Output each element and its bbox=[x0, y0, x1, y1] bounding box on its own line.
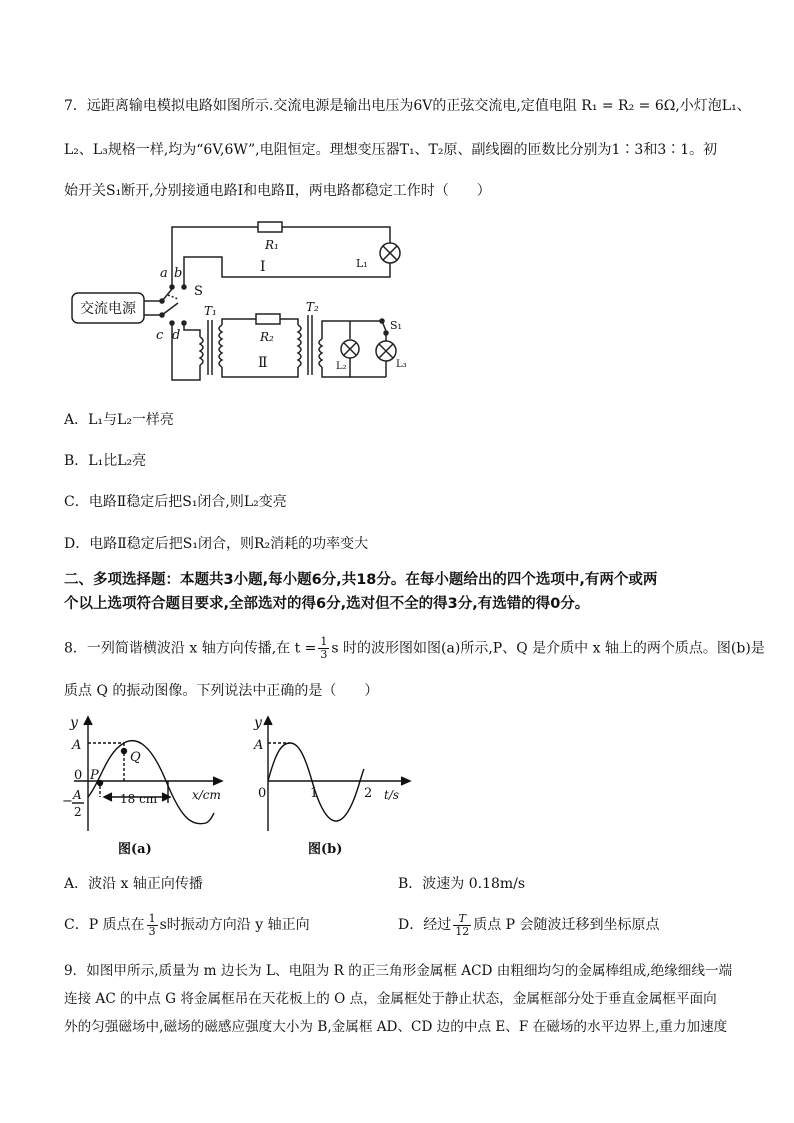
fig-a-x-label: x/cm bbox=[192, 788, 221, 802]
fig-a-caption: 图(a) bbox=[118, 842, 152, 857]
fig-a-point-q-label: Q bbox=[130, 750, 141, 765]
q8-option-b: B．波速为 0.18m/s bbox=[398, 876, 526, 892]
l3-label: L₃ bbox=[396, 359, 407, 370]
terminal-b: b bbox=[174, 266, 183, 281]
q7-stem-line2: L₂、L₃规格一样,均为“6V,6W”,电阻恒定。理想变压器T₁、T₂原、副线圈的匝数比分别为1∶3和3∶1。初 bbox=[64, 142, 718, 158]
q7-option-d: D．电路Ⅱ稳定后把S₁闭合，则R₂消耗的功率变大 bbox=[64, 536, 369, 552]
fig-b-tick-2: 2 bbox=[364, 786, 373, 801]
q8-option-d-fraction: $\frac{T}{12}$ bbox=[455, 911, 470, 938]
l2-label: L₂ bbox=[336, 361, 347, 372]
q8-stem-line1: 8．一列简谐横波沿 x 轴方向传播,在 t = $\frac{1}{3}$ s 时的波形图如图(a)所示,P、Q 是介质中 x 轴上的两个质点。图(b)是 bbox=[64, 635, 765, 661]
terminal-d: d bbox=[172, 328, 181, 343]
fig-b-caption: 图(b) bbox=[308, 842, 343, 857]
q8-stem-fraction: $\frac{1}{3}$ bbox=[320, 635, 328, 661]
q8-option-a: A．波沿 x 轴正向传播 bbox=[64, 876, 203, 892]
q9-stem-line1: 9．如图甲所示,质量为 m 边长为 L、电阻为 R 的正三角形金属框 ACD 由粗细均匀的金属棒组成,绝缘细线一端 bbox=[64, 963, 733, 979]
ac-source-label: 交流电源 bbox=[80, 301, 136, 317]
r2-label: R₂ bbox=[260, 330, 274, 344]
fig-a-y-label: y bbox=[70, 715, 78, 731]
q7-option-a: A．L₁与L₂一样亮 bbox=[64, 412, 174, 428]
fig-b-tick-1: 1 bbox=[310, 786, 319, 801]
q8-option-c-fraction: $\frac{1}{3}$ bbox=[148, 911, 156, 938]
fig-b-x-label: t/s bbox=[384, 788, 400, 802]
fig-b-origin-label: 0 bbox=[258, 786, 267, 801]
fig-a-half-amp-num: A bbox=[73, 788, 82, 802]
switch-s-label: S bbox=[194, 284, 203, 299]
q7-circuit-diagram bbox=[60, 215, 430, 390]
section2-header-line2: 个以上选项符合题目要求,全部选对的得6分,选对但不全的得3分,有选错的得0分。 bbox=[64, 596, 590, 612]
q7-option-c: C．电路Ⅱ稳定后把S₁闭合,则L₂变亮 bbox=[64, 494, 287, 510]
q8-option-d: D．经过 $\frac{T}{12}$ 质点 P 会随波迁移到坐标原点 bbox=[398, 911, 660, 938]
circuit-ii-label: Ⅱ bbox=[258, 355, 268, 371]
fig-a-origin-label: 0 bbox=[74, 768, 83, 783]
q8-figure-b bbox=[248, 713, 418, 863]
terminal-c: c bbox=[156, 328, 164, 343]
fig-a-distance-label: 18 cm bbox=[120, 792, 158, 806]
fig-a-neg-sign: − bbox=[62, 794, 73, 809]
t2-label: T₂ bbox=[306, 300, 319, 314]
fig-b-y-label: y bbox=[254, 715, 262, 731]
l1-label: L₁ bbox=[356, 257, 368, 270]
q9-stem-line2: 连接 AC 的中点 G 将金属框吊在天花板上的 O 点，金属框处于静止状态，金属框部分处于垂直金属框平面向 bbox=[64, 991, 717, 1007]
q8-option-c: C．P 质点在 $\frac{1}{3}$ s时振动方向沿 y 轴正向 bbox=[64, 911, 310, 938]
fig-a-amplitude-label: A bbox=[72, 738, 82, 753]
r1-label: R₁ bbox=[265, 238, 279, 252]
t1-label: T₁ bbox=[204, 304, 217, 318]
resistor-r2 bbox=[256, 314, 280, 324]
q7-stem-line3: 始开关S₁断开,分别接通电路Ⅰ和电路Ⅱ，两电路都稳定工作时（ ） bbox=[64, 183, 491, 199]
fig-b-amplitude-label: A bbox=[254, 738, 264, 753]
section2-header-line1: 二、多项选择题：本题共3小题,每小题6分,共18分。在每小题给出的四个选项中,有两个或两 bbox=[64, 572, 658, 588]
q9-stem-line3: 外的匀强磁场中,磁场的磁感应强度大小为 B,金属框 AD、CD 边的中点 E、F 在磁场的水平边界上,重力加速度 bbox=[64, 1019, 728, 1035]
s1-label: S₁ bbox=[390, 319, 402, 332]
resistor-r1 bbox=[258, 222, 282, 232]
q8-stem-line2: 质点 Q 的振动图像。下列说法中正确的是（ ） bbox=[64, 683, 379, 699]
circuit-i-label: Ⅰ bbox=[260, 259, 266, 275]
fig-a-point-p-label: P bbox=[90, 768, 99, 783]
q7-stem-line1: 7．远距离输电模拟电路如图所示.交流电源是输出电压为6V的正弦交流电,定值电阻 R₁ = R₂ = 6Ω,小灯泡L₁、 bbox=[64, 98, 751, 114]
terminal-a: a bbox=[160, 266, 168, 281]
q8-figure-a bbox=[60, 713, 230, 863]
fig-a-half-amp-den: 2 bbox=[74, 805, 82, 819]
q7-option-b: B．L₁比L₂亮 bbox=[64, 453, 147, 469]
